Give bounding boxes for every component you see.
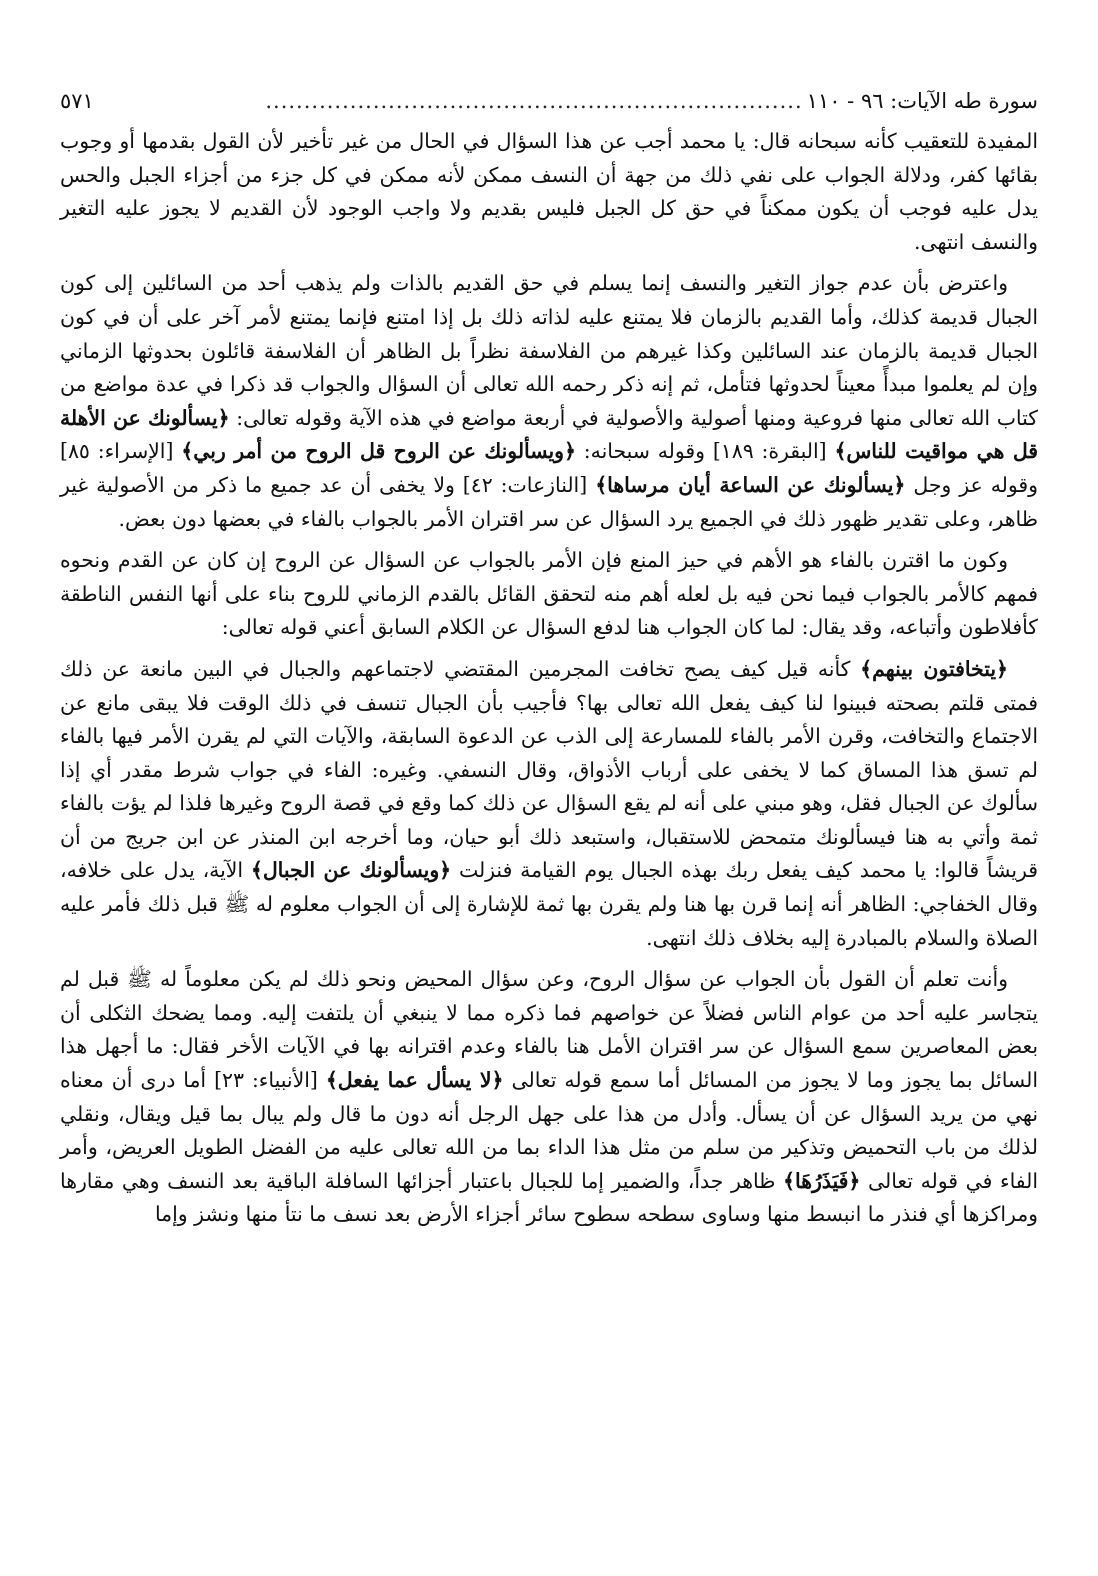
book-page (60, 84, 1038, 1556)
quran-quote: ﴿فَيَذَرُهَا﴾ (783, 1168, 861, 1193)
text-run: [النازعات: ٤٢] ولا يخفى أن عد جميع ما ذكر من الأصولية غير ظاهر، وعلى تقدير ظهور ذلك في الجميع يرد السؤال عن سر اقتران الأمر بالجواب بالفاء في بعضها دون بعض. (60, 472, 1038, 531)
quran-quote: ﴿يسألونك عن الأهلة قل هي مواقيت للناس﴾ (60, 405, 1039, 464)
text-run: وكون ما اقترن بالفاء هو الأهم في حيز المنع فإن الأمر بالجواب عن السؤال عن الروح إن كان عن القدم ونحوه فمهم كالأمر بالجواب فيما نحن فيه بل لعله أهم منه لتحقق القائل بالقدم الزماني للروح بناء على أنها النفس الناطقة كأفلاطون وأتباعه، وقد يقال: لما كان الجواب هنا لدفع السؤال عن الكلام السابق أعني قوله تعالى: (60, 548, 1038, 640)
text-run: [الإسراء: ٨٥] وقوله عز وجل (60, 439, 1038, 497)
running-header (60, 84, 1038, 119)
paragraph (60, 125, 1038, 259)
quran-quote: ﴿ويسألونك عن الروح قل الروح من أمر ربي﴾ (181, 439, 576, 464)
text-run: واعترض بأن عدم جواز التغير والنسف إنما يسلم في حق القديم بالذات ولم يذهب أحد من السائلين إلى كون الجبال قديمة كذلك، وأما القديم بالزمان فلا يمتنع عليه لذاته ذلك بل إذا امتنع فإنما يمتنع لأمر آخر على أن في كون الجبال قديمة بالزمان عند السائلين وكذا غيرهم من الفلاسفة نظراً بل الظاهر أن الفلاسفة قائلون بحدوثها الزماني وإن لم يعلموا مبدأً معيناً لحدوثها فتأمل، ثم إنه ذكر رحمه الله تعالى أن السؤال والجواب قد ذكرا في عدة مواضع من كتاب الله تعالى منها فروعية ومنها أصولية والأصولية في أربعة مواضع في هذه الآية وقوله تعالى: (60, 271, 1039, 430)
text-run: المفيدة للتعقيب كأنه سبحانه قال: يا محمد أجب عن هذا السؤال في الحال من غير تأخير لأن القول بقدمها أو وجوب بقائها كفر، ودلالة الجواب على نفي ذلك من جهة أن النسف ممكن لأنه ممكن في كل جزء من أجزاء الجبل والحس يدل عليه فوجب أن يكون ممكناً في حق كل الجبل فليس بقديم ولا واجب الوجود لأن القديم لا يجوز عليه التغير والنسف انتهى. (60, 129, 1038, 254)
quran-quote: ﴿يسألونك عن الساعة أيان مرساها﴾ (595, 472, 906, 497)
paragraph (60, 963, 1038, 1232)
text-run: كأنه قيل كيف يصح تخافت المجرمين المقتضي لاجتماعهم والجبال في البين مانعة عن ذلك فمتى قلتم بصحته فبينوا لنا كيف يفعل الله تعالى بها؟ فأجيب بأن الجبال تنسف في ذلك الوقت فلا يبقى مانع عن الاجتماع والتخافت، وقرن الأمر بالفاء للمسارعة إلى الذب عن الدعوة السابقة، والآيات التي لم يقرن الأمر فيها بالفاء لم تسق هذا المساق كما لا يخفى على أرباب الأذواق، وقال النسفي. وغيره: الفاء في جواب شرط مقدر أي إذا سألوك عن الجبال فقل، وهو مبني على أنه لم يقع السؤال عن ذلك كما وقع في قصة الروح وغيرها فلذا لم يؤت بالفاء ثمة وأتي به هنا فيسألونك متمحض للاستقبال، واستبعد ذلك أبو حيان، وما أخرجه ابن المنذر عن ابن جريج من أن قريشاً قالوا: يا محمد كيف يفعل ربك بهذه الجبال يوم القيامة فنزلت (60, 656, 1038, 883)
quran-quote: ﴿يتخافتون بينهم﴾ (860, 656, 1008, 681)
text-run: [الأنبياء: ٢٣] أما درى أن معناه نهي من يريد السؤال عن أن يسأل. وأدل من هذا على جهل الرجل أنه دون ما قال ولم يبال بما قيل ويقال، ونقلي لذلك من باب التحميض وتذكير من سلم من مثل هذا الداء بما من الله تعالى عليه من الفضل الطويل العريض، وأمر الفاء في قوله تعالى (60, 1068, 1038, 1193)
text-run: وأنت تعلم أن القول بأن الجواب عن سؤال الروح، وعن سؤال المحيض ونحو ذلك لم يكن معلوماً له ﷺ قبل لم يتجاسر عليه أحد من عوام الناس فضلاً عن خواصهم فما ذكره مما لا ينبغي أن يلتفت إليه. ومما يضحك الثكلى أن بعض المعاصرين سمع السؤال عن سر اقتران الأمل هنا بالفاء وعدم اقترانه بها في الآيات الأخر فقال: ما أجهل هذا السائل بما يجوز وما لا يجوز من المسائل أما سمع قوله تعالى (60, 967, 1038, 1093)
text-run: الآية، يدل على خلافه، وقال الخفاجي: الظاهر أنه إنما قرن بها هنا ولم يقرن بها ثمة للإشارة إلى أن الجواب معلوم له ﷺ قبل ذلك فأمر عليه الصلاة والسلام بالمبادرة إليه بخلاف ذلك انتهى. (60, 858, 1038, 950)
paragraph (60, 544, 1038, 645)
page-body (60, 125, 1038, 1232)
text-run: [البقرة: ١٨٩] وقوله سبحانه: (575, 439, 835, 464)
page-number: ٥٧١ (60, 89, 94, 113)
surah-title: سورة طه الآيات: ٩٦ - ١١٠ (806, 89, 1038, 113)
paragraph (60, 267, 1038, 536)
quran-quote: ﴿ويسألونك عن الجبال﴾ (250, 858, 452, 883)
paragraph (60, 653, 1038, 955)
header-leader-dots: ...................................................................... (265, 89, 803, 113)
text-run: ظاهر جداً، والضمير إما للجبال باعتبار أجزائها السافلة الباقية بعد النسف وهي مقارها ومراكزها أي فنذر ما انبسط منها وساوى سطحه سطوح سائر أجزاء الأرض بعد نسف ما نتأ منها ونشز وإما (60, 1168, 1038, 1227)
quran-quote: ﴿لا يسأل عما يفعل﴾ (325, 1068, 504, 1093)
